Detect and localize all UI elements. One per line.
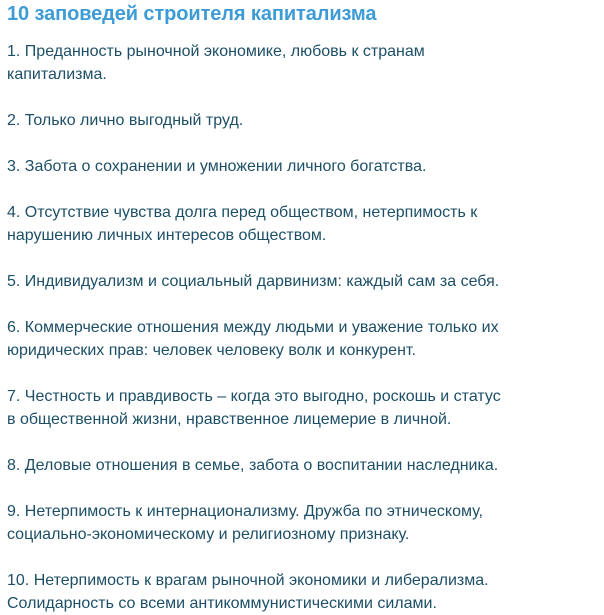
commandments-list (7, 40, 601, 615)
commandment-5: 5. Индивидуализм и социальный дарвинизм: каждый сам за себя. (7, 273, 500, 290)
commandment-1: 1. Преданность рыночной экономике, любовь к странам капитализма. (7, 43, 425, 83)
commandment-7: 7. Честность и правдивость – когда это выгодно, роскошь и статус в общественной жизни, нравственное лицемерие в личной. (7, 388, 501, 428)
commandment-8: 8. Деловые отношения в семье, забота о воспитании наследника. (7, 457, 499, 474)
commandment-9: 9. Нетерпимость к интернационализму. Дружба по этническому, социально-экономическому и религиозному признаку. (7, 503, 483, 543)
commandment-4: 4. Отсутствие чувства долга перед обществом, нетерпимость к нарушению личных интересов обществом. (7, 204, 478, 244)
commandment-2: 2. Только лично выгодный труд. (7, 112, 244, 129)
commandment-10: 10. Нетерпимость к врагам рыночной экономики и либерализма. Солидарность со всеми антикоммунистическими силами. (7, 572, 489, 612)
commandment-6: 6. Коммерческие отношения между людьми и уважение только их юридических прав: человек человеку волк и конкурент. (7, 319, 499, 359)
document-title: 10 заповедей строителя капитализма (7, 3, 377, 25)
commandment-3: 3. Забота о сохранении и умножении личного богатства. (7, 158, 427, 175)
